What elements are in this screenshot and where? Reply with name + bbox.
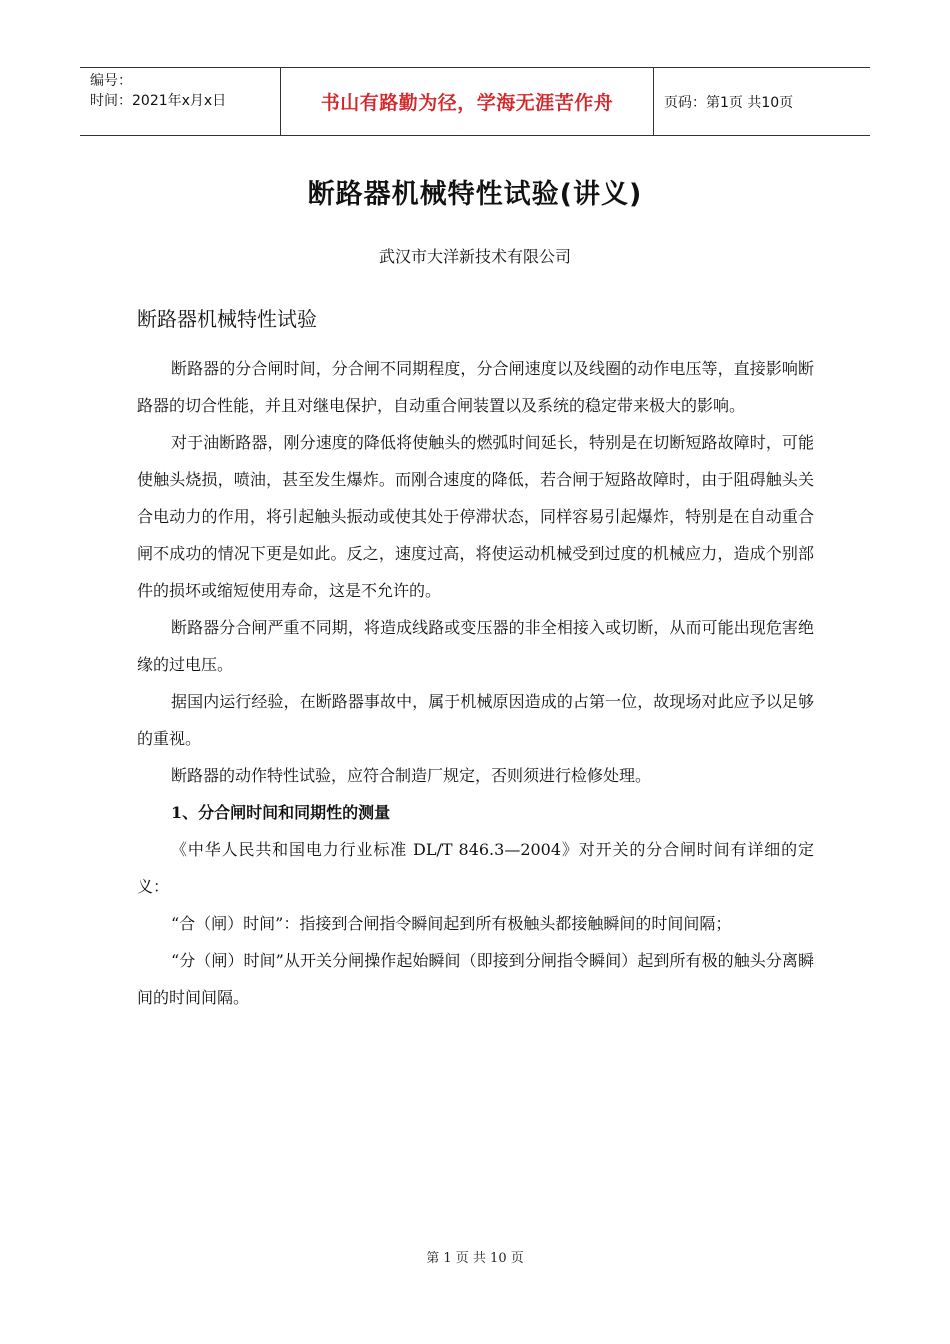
document-title: 断路器机械特性试验(讲义) [307,179,643,210]
document-body [137,302,814,1016]
body-paragraph: 断路器的动作特性试验，应符合制造厂规定，否则须进行检修处理。 [171,766,652,785]
document-company: 武汉市大洋新技术有限公司 [378,247,571,266]
header-meta-cell [80,68,280,135]
body-paragraph: 据国内运行经验，在断路器事故中，属于机械原因造成的占第一位，故现场对此应予以足够的重视。 [137,692,814,748]
body-paragraph: “分（闸）时间”从开关分闸操作起始瞬间（即接到分闸指令瞬间）起到所有极的触头分离瞬间的时间间隔。 [137,951,814,1007]
body-paragraph: 对于油断路器，刚分速度的降低将使触头的燃弧时间延长，特别是在切断短路故障时，可能使触头烧损，喷油，甚至发生爆炸。而刚合速度的降低，若合闸于短路故障时，由于阻碍触头关合电动力的作用，将引起触头振动或使其处于停滞状态，同样容易引起爆炸，特别是在自动重合闸不成功的情况下更是如此。反之，速度过高，将使运动机械受到过度的机械应力，造成个别部件的损坏或缩短使用寿命，这是不允许的。 [137,433,814,600]
body-paragraph: 断路器分合闸严重不同期，将造成线路或变压器的非全相接入或切断，从而可能出现危害绝缘的过电压。 [137,618,814,674]
header-page-info: 页码：第1页 共10页 [664,94,794,111]
section-title: 断路器机械特性试验 [137,307,317,331]
body-paragraph: 断路器的分合闸时间，分合闸不同期程度，分合闸速度以及线圈的动作电压等，直接影响断路器的切合性能，并且对继电保护，自动重合闸装置以及系统的稳定带来极大的影响。 [137,359,814,415]
document-time-label: 时间：2021年x月x日 [90,93,227,109]
header-table [80,67,870,136]
body-paragraph: 《中华人民共和国电力行业标准 DL/T 846.3—2004》对开关的分合闸时间有详细的定义： [137,840,814,896]
body-paragraph: “合（闸）时间”：指接到合闸指令瞬间起到所有极触头都接触瞬间的时间间隔； [171,914,732,933]
page-footer: 第 1 页 共 10 页 [426,1251,524,1266]
header-motto: 书山有路勤为径，学海无涯苦作舟 [280,68,654,135]
document-number-label: 编号： [90,73,132,89]
subheading: 1、分合闸时间和同期性的测量 [171,803,391,822]
